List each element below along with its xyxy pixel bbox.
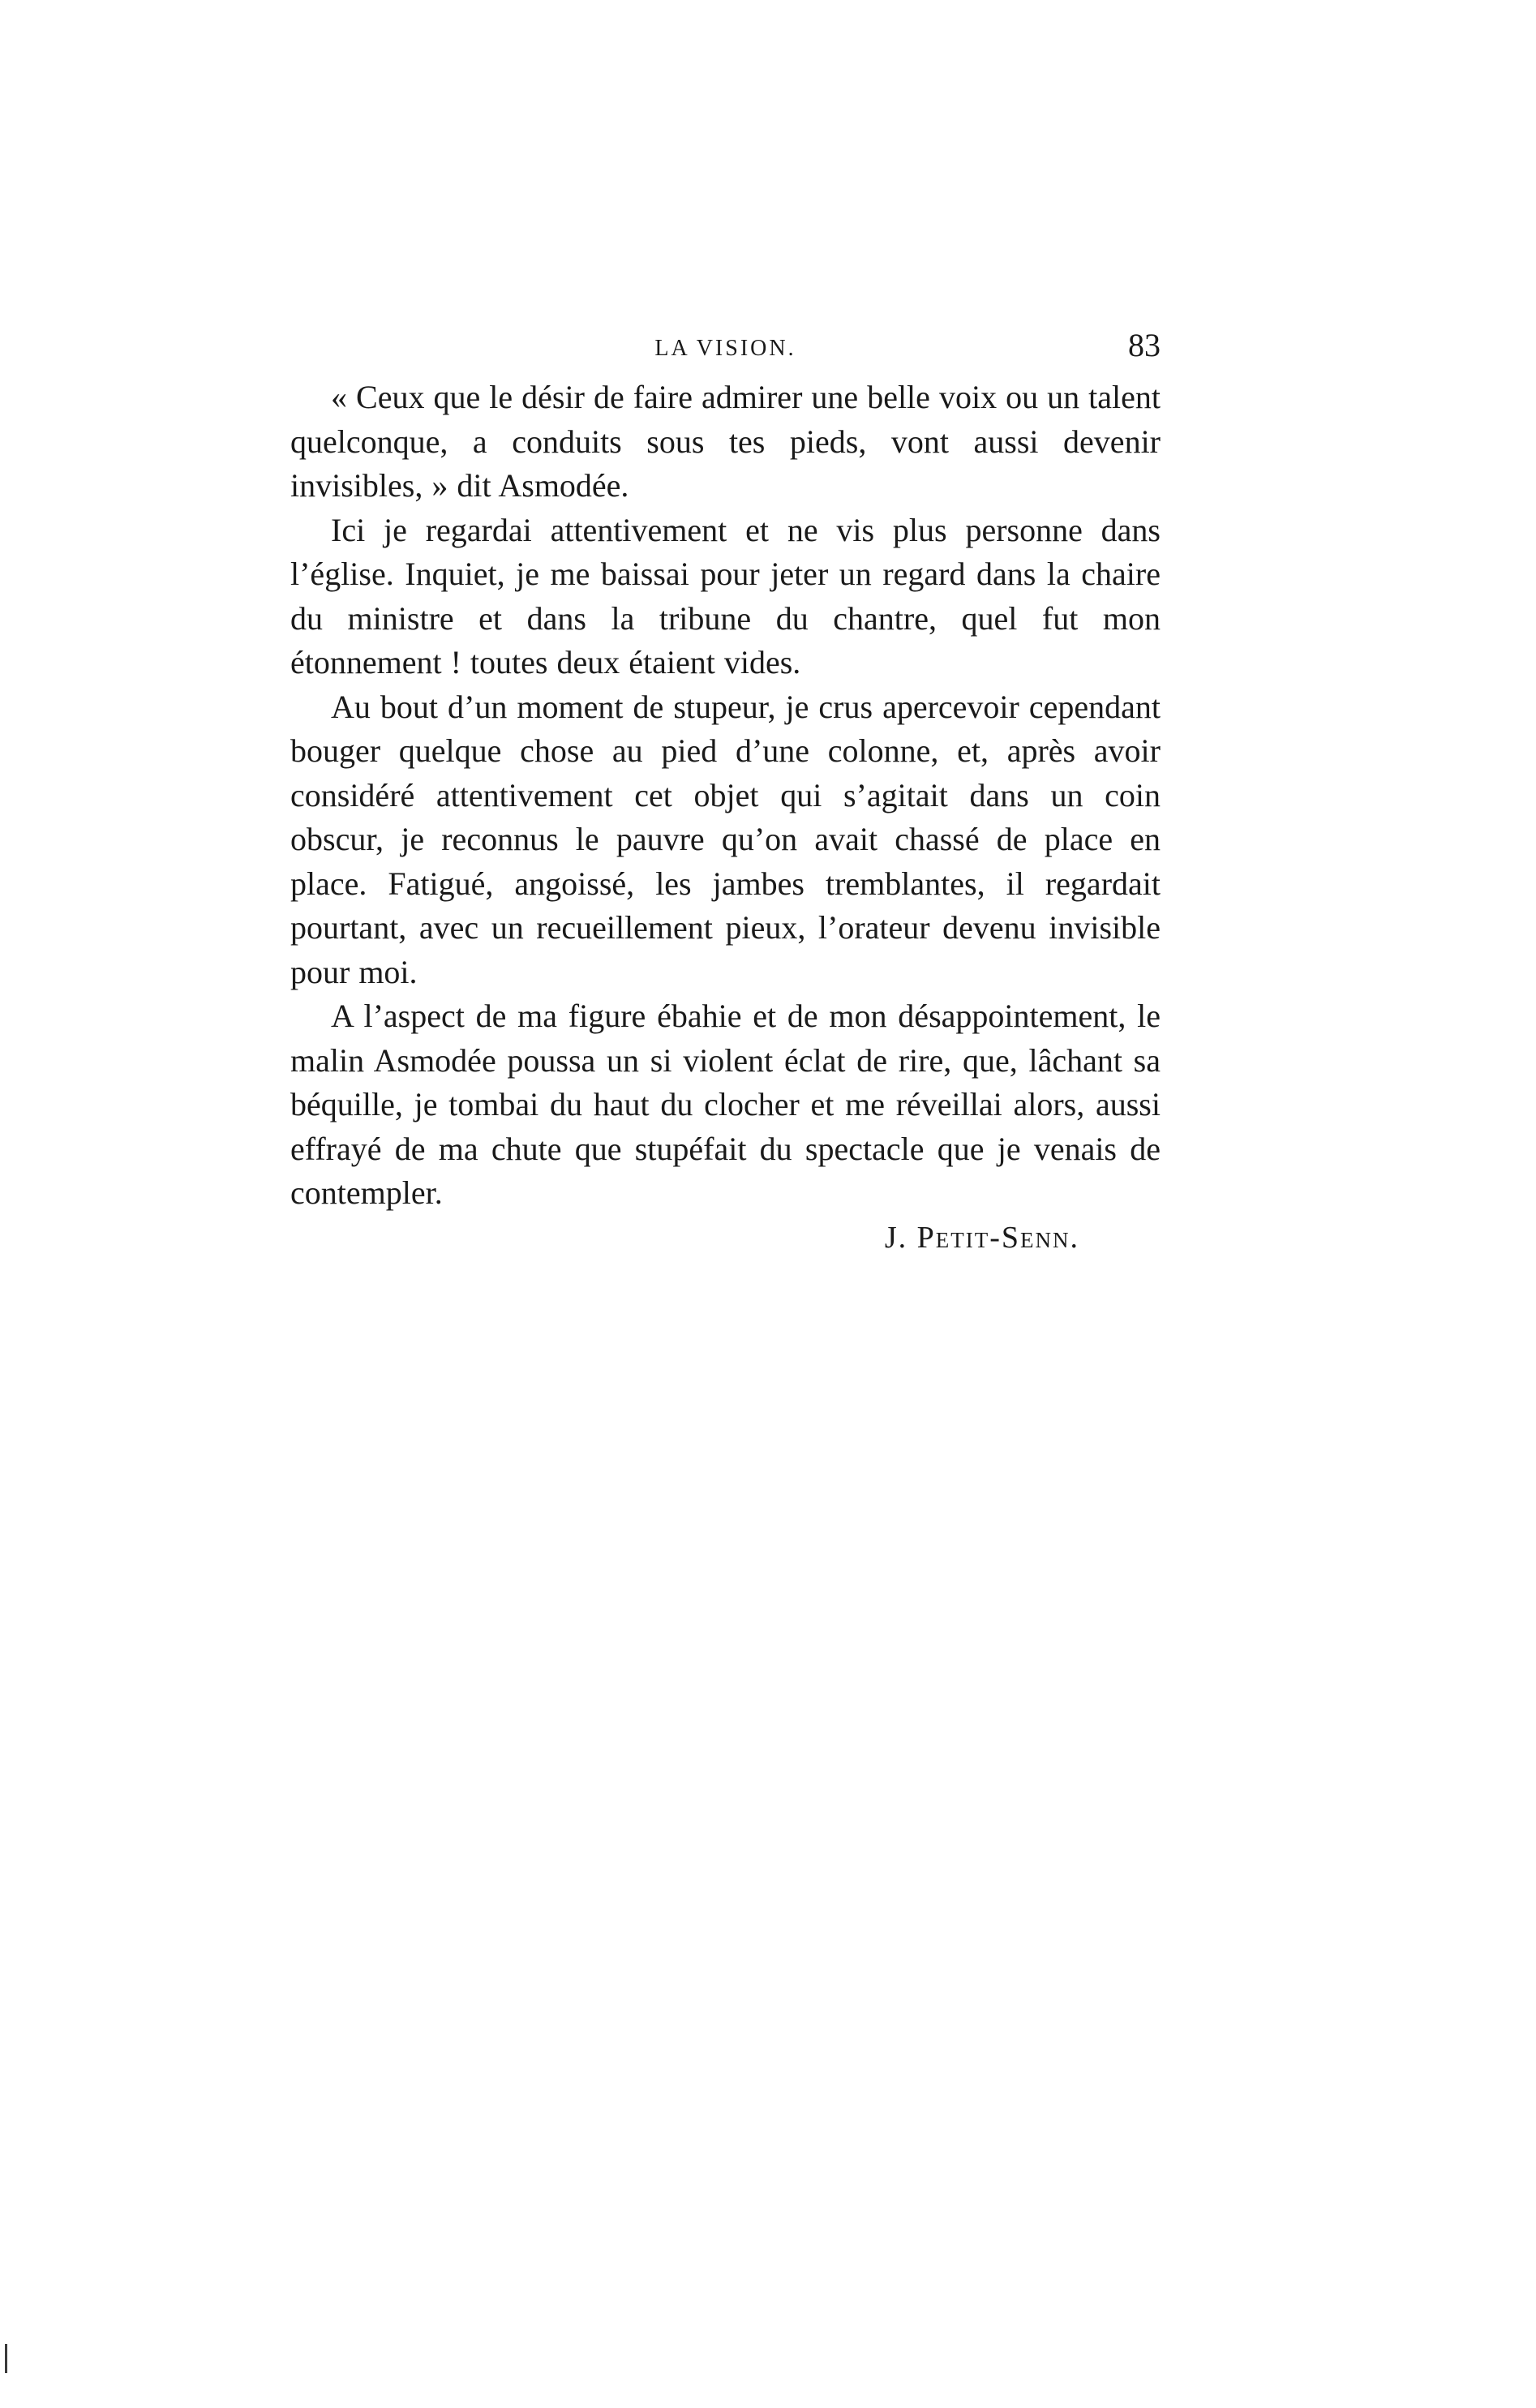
paragraph-1: « Ceux que le désir de faire admirer une belle voix ou un talent quelconque, a conduits sous tes pieds, vont aussi devenir invisibles, » dit Asmodée. [290, 379, 1161, 504]
paragraph-3: Au bout d’un moment de stupeur, je crus apercevoir cependant bouger quelque chose au pied d’une colonne, et, après avoir considéré attentivement cet objet qui s’agitait dans un coin obscur, je reconnus le pauvre qu’on avait chassé de place en place. Fatigué, angoissé, les jambes tremblantes, il regardait pourtant, avec un recueillement pieux, l’orateur devenu invisible pour moi. [290, 688, 1161, 990]
paragraph-4: A l’aspect de ma figure ébahie et de mon désappointement, le malin Asmodée poussa un si violent éclat de rire, que, lâchant sa béquille, je tombai du haut du clocher et me réveillai alors, aussi effrayé de ma chute que stupéfait du spectacle que je venais de contempler. [290, 998, 1161, 1211]
running-title: LA VISION. [654, 336, 796, 361]
running-head [290, 324, 1161, 365]
paragraph-2: Ici je regardai attentivement et ne vis plus personne dans l’église. Inquiet, je me baissai pour jeter un regard dans la chaire du ministre et dans la tribune du chantre, quel fut mon étonnement ! toutes deux étaient vides. [290, 511, 1161, 680]
author-signature: J. Petit-Senn. [884, 1220, 1079, 1255]
page-number: 83 [1128, 327, 1161, 363]
body-text [290, 376, 1161, 1260]
margin-mark [5, 2344, 7, 2373]
